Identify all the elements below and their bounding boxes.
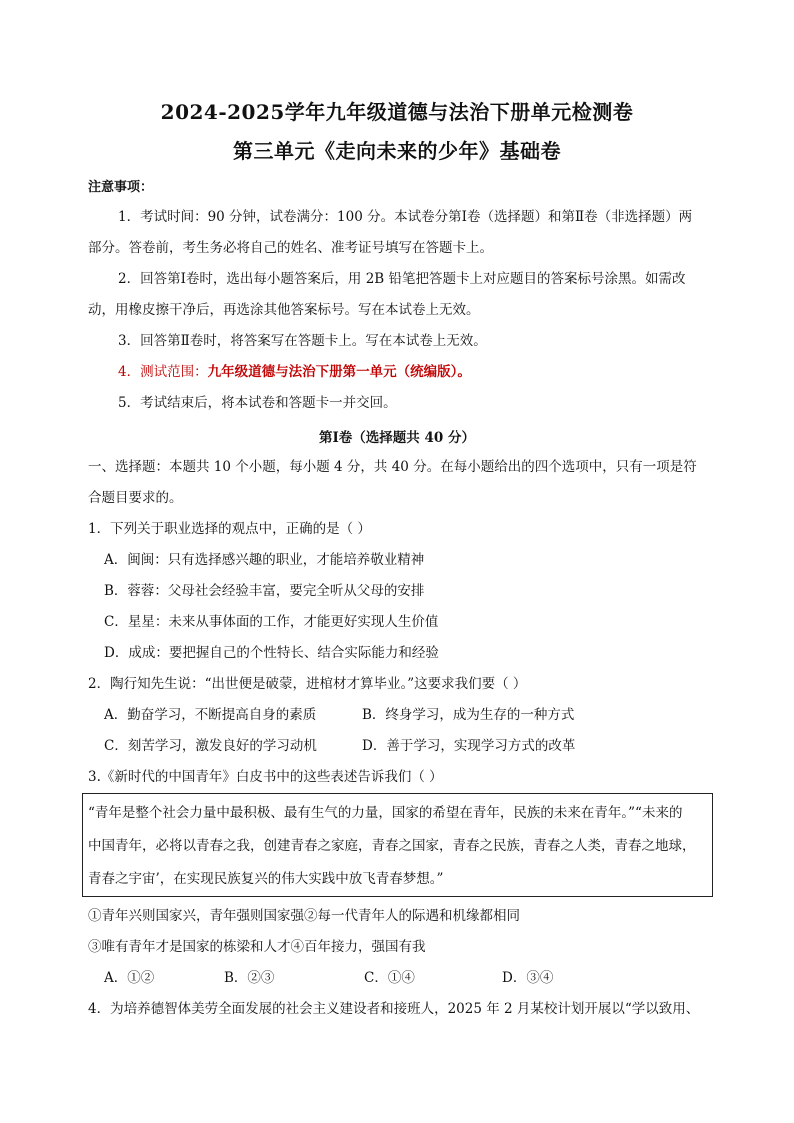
notice-item-4-scope: 九年级道德与法治下册第一单元（统编版）。 bbox=[207, 364, 471, 380]
question-1-option-c: C．星星：未来从事体面的工作，才能更好实现人生价值 bbox=[104, 614, 439, 630]
notice-item-3: 3．回答第Ⅱ卷时，将答案写在答题卡上。写在本试卷上无效。 bbox=[118, 333, 487, 349]
section-intro-cont: 合题目要求的。 bbox=[88, 490, 183, 506]
question-1-stem: 1．下列关于职业选择的观点中，正确的是（ ） bbox=[88, 521, 371, 537]
page-title: 2024-2025学年九年级道德与法治下册单元检测卷 bbox=[160, 100, 634, 124]
notice-item-5: 5．考试结束后，将本试卷和答题卡一并交回。 bbox=[118, 395, 397, 411]
question-2-option-c: C．刻苦学习，激发良好的学习动机 bbox=[104, 738, 317, 754]
notice-item-2-cont: 动，用橡皮擦干净后，再选涂其他答案标号。写在本试卷上无效。 bbox=[88, 302, 480, 318]
section-intro: 一、选择题：本题共 10 个小题，每小题 4 分，共 40 分。在每小题给出的四个选项中，只有一项是符 bbox=[88, 459, 697, 475]
notice-item-2: 2．回答第Ⅰ卷时，选出每小题答案后，用 2B 铅笔把答题卡上对应题目的答案标号涂黑。如需改 bbox=[118, 271, 686, 287]
question-3-statements-1: ①青年兴则国家兴，青年强则国家强②每一代青年人的际遇和机缘都相同 bbox=[88, 908, 520, 924]
question-3-quote-line-3: 青春之宇宙’，在实现民族复兴的伟大实践中放飞青春梦想。” bbox=[88, 871, 444, 887]
question-3-option-c: C．①④ bbox=[364, 970, 415, 986]
question-3-option-a: A．①② bbox=[104, 970, 155, 986]
question-3-statements-2: ③唯有青年才是国家的栋梁和人才④百年接力，强国有我 bbox=[88, 939, 426, 955]
question-3-option-b: B．②③ bbox=[224, 970, 275, 986]
question-3-stem: 3.《新时代的中国青年》白皮书中的这些表述告诉我们（ ） bbox=[88, 769, 443, 785]
question-1-option-d: D．成成：要把握自己的个性特长、结合实际能力和经验 bbox=[104, 645, 439, 661]
notice-item-1: 1．考试时间：90 分钟，试卷满分：100 分。本试卷分第Ⅰ卷（选择题）和第Ⅱ卷（非选择题）两 bbox=[118, 209, 693, 225]
question-2-option-a: A．勤奋学习，不断提高自身的素质 bbox=[104, 707, 317, 723]
notice-item-4 bbox=[118, 362, 471, 382]
question-2-option-d: D．善于学习，实现学习方式的改革 bbox=[362, 738, 576, 754]
question-2-option-b: B．终身学习，成为生存的一种方式 bbox=[362, 707, 575, 723]
question-3-quote-line-1: “青年是整个社会力量中最积极、最有生气的力量，国家的希望在青年，民族的未来在青年。”“未来的 bbox=[88, 805, 683, 821]
page-subtitle: 第三单元《走向未来的少年》基础卷 bbox=[233, 139, 561, 163]
notice-item-4-prefix: 4．测试范围： bbox=[118, 364, 208, 380]
question-4-stem: 4．为培养德智体美劳全面发展的社会主义建设者和接班人，2025 年 2 月某校计划开展以“学以致用、 bbox=[88, 1001, 700, 1017]
question-3-quote-line-2: 中国青年，必将以青春之我，创建青春之家庭，青春之国家，青春之民族，青春之人类，青春之地球， bbox=[88, 838, 696, 854]
question-2-stem: 2．陶行知先生说：“出世便是破蒙，进棺材才算毕业。”这要求我们要（ ） bbox=[88, 676, 527, 692]
section-heading: 第Ⅰ卷（选择题共 40 分） bbox=[318, 430, 475, 446]
question-1-option-a: A．闽闽：只有选择感兴趣的职业，才能培养敬业精神 bbox=[104, 552, 425, 568]
notice-heading: 注意事项： bbox=[88, 180, 154, 195]
question-3-option-d: D．③④ bbox=[502, 970, 554, 986]
notice-item-1-cont: 部分。答卷前，考生务必将自己的姓名、准考证号填写在答题卡上。 bbox=[88, 240, 493, 256]
question-1-option-b: B．蓉蓉：父母社会经验丰富，要完全听从父母的安排 bbox=[104, 583, 425, 599]
